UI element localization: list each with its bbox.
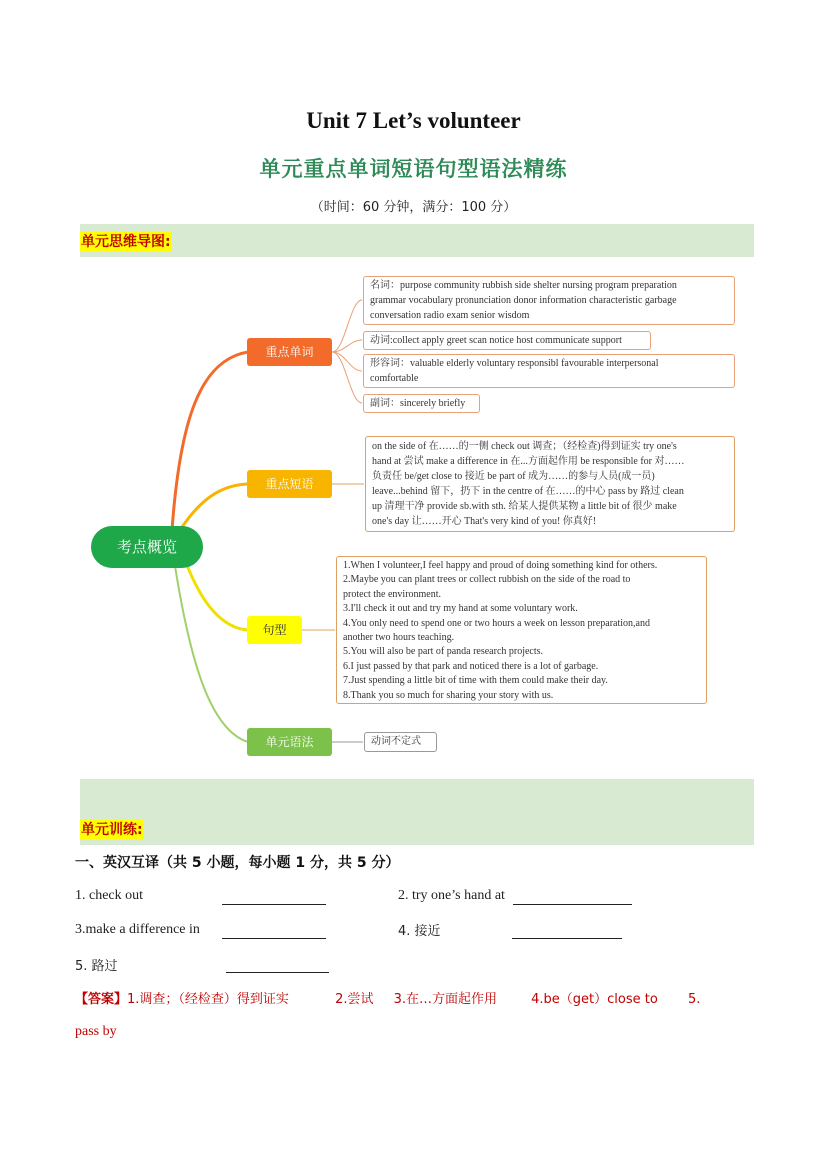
phrase-line: leave...behind 留下，扔下 in the centre of 在……的中心 pass by 路过 clean bbox=[372, 486, 684, 497]
sentence-line: 3.I'll check it out and try my hand at some voluntary work. bbox=[343, 603, 578, 615]
answer-blank-5[interactable] bbox=[226, 958, 329, 973]
answer-blank-3[interactable] bbox=[222, 924, 326, 939]
answer-blank-2[interactable] bbox=[513, 890, 632, 905]
connector-nouns bbox=[332, 300, 362, 352]
answer-4: 4.be（get）close to bbox=[531, 992, 658, 1007]
connector-adverbs bbox=[332, 352, 362, 403]
sentence-line: another two hours teaching. bbox=[343, 632, 455, 644]
nouns-box bbox=[363, 276, 735, 325]
phrase-line: on the side of 在……的一侧 check out 调查；（经检查)得到证实 try one's bbox=[372, 441, 677, 452]
part1-heading: 一、英汉互译（共 5 小题，每小题 1 分，共 5 分） bbox=[75, 855, 400, 871]
answer-1: 1.调查；（经检查）得到证实 bbox=[127, 992, 289, 1007]
question-2: 2. try one’s hand at bbox=[398, 888, 505, 903]
page-title: Unit 7 Let’s volunteer bbox=[306, 108, 521, 133]
verbs-box bbox=[363, 331, 651, 350]
sentence-line: 2.Maybe you can plant trees or collect rubbish on the side of the road to bbox=[343, 574, 631, 586]
branch-grammar: 单元语法 bbox=[247, 728, 332, 756]
nouns-line: conversation radio exam senior wisdom bbox=[370, 310, 530, 321]
adjectives-box bbox=[363, 354, 735, 388]
grammar-box bbox=[364, 732, 437, 752]
connector-phrases bbox=[180, 484, 248, 530]
adjectives-line: comfortable bbox=[370, 373, 419, 384]
answer-blank-4[interactable] bbox=[512, 924, 622, 939]
sentence-line: 1.When I volunteer,I feel happy and proud of doing something kind for others. bbox=[343, 560, 658, 571]
mindmap-center-node: 考点概览 bbox=[91, 526, 203, 568]
adverbs-box bbox=[363, 394, 480, 413]
phrase-line: up 清理干净 provide sb.with sth. 给某人提供某物 a little bit of 很少 make bbox=[372, 501, 677, 512]
sentence-line: 6.I just passed by that park and noticed there is a lot of garbage. bbox=[343, 660, 599, 672]
question-1: 1. check out bbox=[75, 888, 144, 903]
mindmap-section-label: 单元思维导图: bbox=[80, 231, 172, 251]
page-subtitle: 单元重点单词短语句型语法精练 bbox=[259, 157, 568, 181]
grammar-line: 动词不定式 bbox=[371, 736, 421, 747]
training-section-label: 单元训练: bbox=[80, 819, 144, 839]
phrase-line: hand at 尝试 make a difference in 在...方面起作用 be responsible for 对…… bbox=[372, 456, 685, 467]
phrase-line: 负责任 be/get close to 接近 be part of 成为……的参与人员(成一员) bbox=[372, 471, 655, 482]
sentence-line: 4.You only need to spend one or two hours a week on lesson preparation,and bbox=[343, 617, 650, 629]
training-band bbox=[80, 779, 754, 845]
answer-2: 2.尝试 bbox=[335, 992, 374, 1007]
question-3: 3.make a difference in bbox=[75, 922, 200, 937]
nouns-line: grammar vocabulary pronunciation donor information characteristic garbage bbox=[370, 295, 677, 306]
verbs-line: 动词:collect apply greet scan notice host communicate support bbox=[370, 335, 622, 346]
nouns-line: 名词：purpose community rubbish side shelter nursing program preparation bbox=[370, 280, 677, 291]
question-4: 4. 接近 bbox=[398, 924, 441, 939]
adverbs-line: 副词：sincerely briefly bbox=[370, 398, 466, 409]
sentences-box bbox=[336, 556, 707, 704]
branch-key-words: 重点单词 bbox=[247, 338, 332, 366]
phrases-box bbox=[365, 436, 735, 532]
branch-sentences: 句型 bbox=[247, 616, 302, 644]
answer-line-2: pass by bbox=[75, 1024, 117, 1039]
phrase-line: one's day 让……开心 That's very kind of you! 你真好! bbox=[372, 516, 597, 527]
sentence-line: protect the environment. bbox=[343, 588, 442, 600]
time-info: （时间：60 分钟，满分：100 分） bbox=[310, 200, 517, 215]
connector-sentences bbox=[185, 560, 248, 630]
branch-key-phrases: 重点短语 bbox=[247, 470, 332, 498]
answer-3: 3.在…方面起作用 bbox=[393, 992, 498, 1007]
connector-words bbox=[172, 352, 248, 530]
sentence-line: 7.Just spending a little bit of time with them could make their day. bbox=[343, 675, 608, 687]
answer-5-number: 5. bbox=[687, 992, 701, 1007]
sentence-line: 8.Thank you so much for sharing your story with us. bbox=[343, 689, 554, 701]
answer-line-1 bbox=[75, 988, 700, 1007]
adjectives-line: 形容词：valuable elderly voluntary responsibl favourable interpersonal bbox=[370, 358, 659, 369]
connector-grammar bbox=[175, 566, 248, 742]
question-5: 5. 路过 bbox=[75, 959, 118, 974]
sentence-line: 5.You will also be part of panda research projects. bbox=[343, 646, 544, 658]
answer-blank-1[interactable] bbox=[222, 890, 326, 905]
answer-tag: 【答案】 bbox=[75, 992, 128, 1007]
